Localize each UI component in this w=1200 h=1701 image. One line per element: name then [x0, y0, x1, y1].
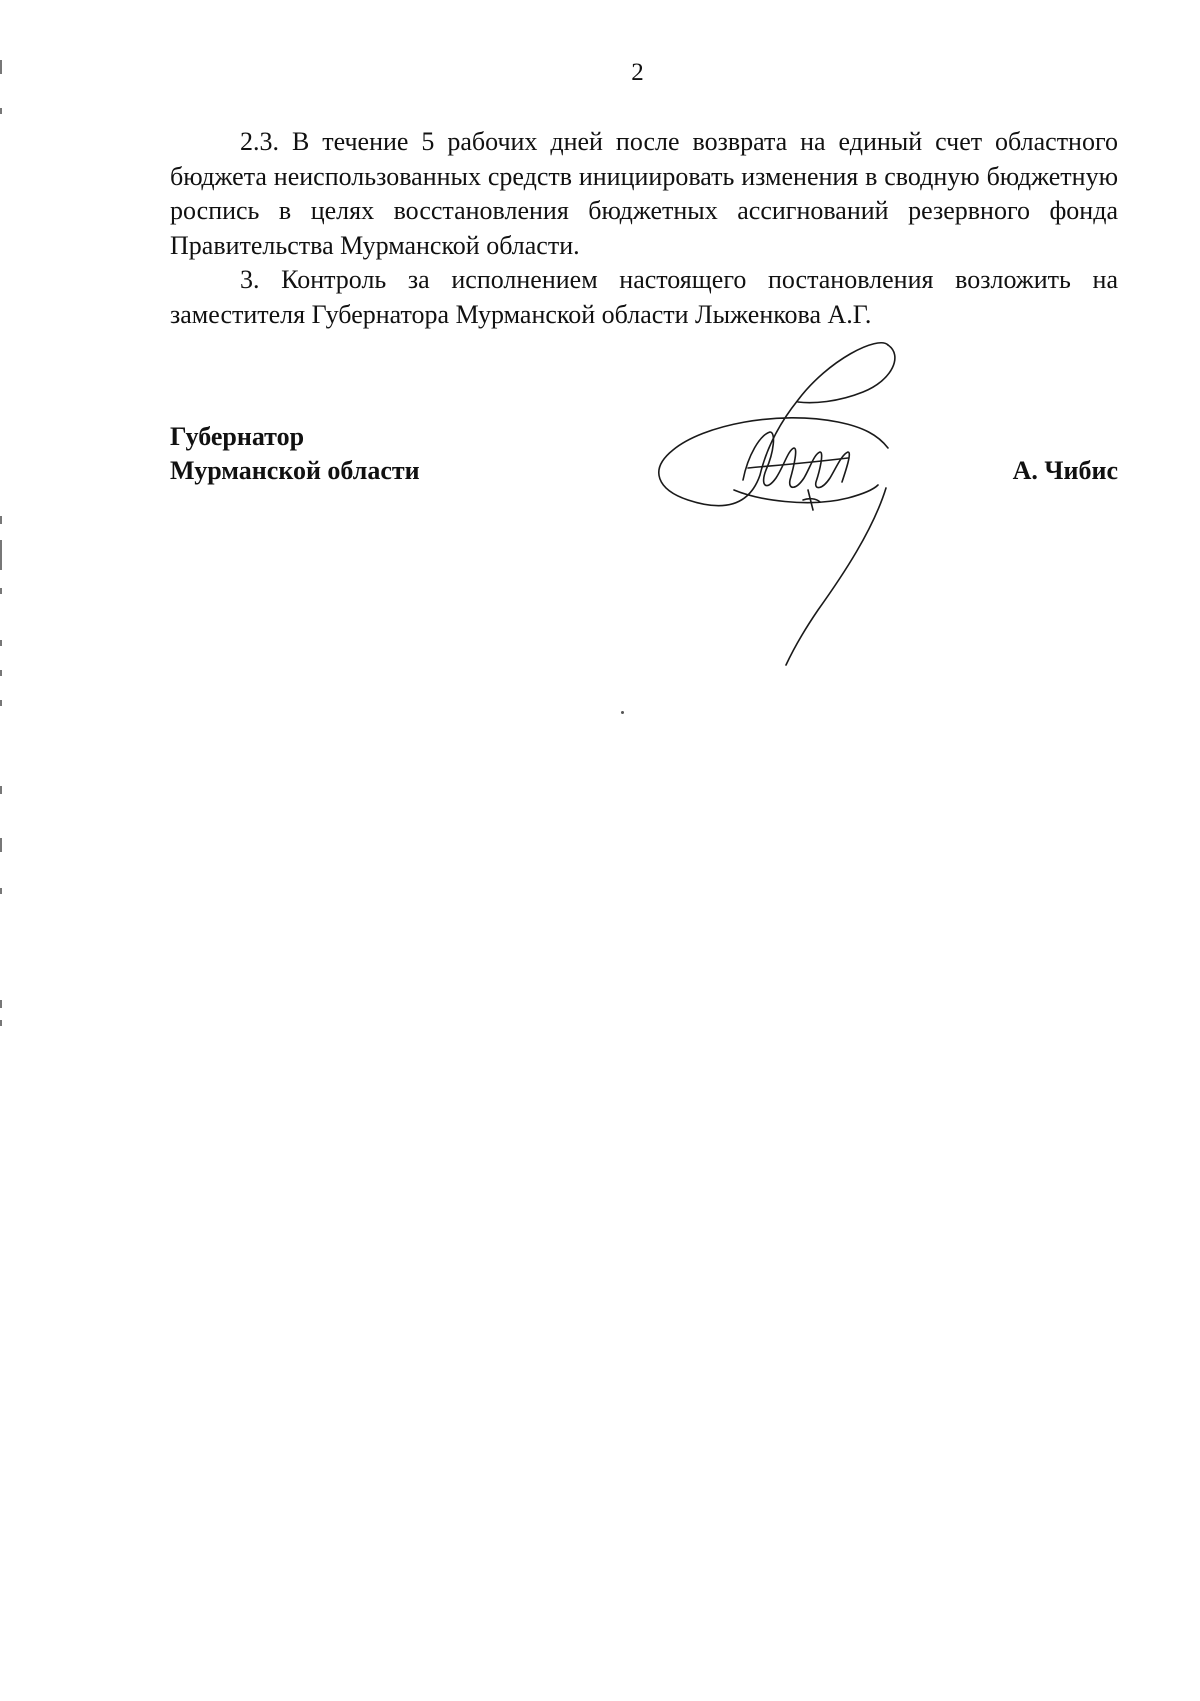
edge-mark — [0, 888, 2, 894]
signatory-title — [170, 420, 420, 488]
edge-mark — [0, 670, 2, 676]
scan-artifact-dot — [621, 711, 624, 714]
edge-mark — [0, 1000, 2, 1008]
paragraph-3: 3. Контроль за исполнением настоящего постановления возложить на заместителя Губернатора Мурманской области Лыженкова А.Г. — [170, 265, 1118, 329]
page-number: 2 — [631, 59, 644, 86]
edge-mark — [0, 108, 2, 114]
edge-mark — [0, 540, 2, 570]
paragraph-2-3: 2.3. В течение 5 рабочих дней после возврата на единый счет областного бюджета неиспользованных средств инициировать изменения в сводную бюджетную роспись в целях восстановления бюджетных ассигнований резервного фонда Правительства Мурманской области. — [170, 127, 1118, 260]
scan-edge-marks — [0, 0, 4, 1701]
edge-mark — [0, 1020, 2, 1026]
document-body — [170, 125, 1118, 332]
edge-mark — [0, 700, 2, 706]
edge-mark — [0, 786, 2, 794]
handwritten-signature — [648, 340, 918, 670]
edge-mark — [0, 516, 2, 524]
edge-mark — [0, 838, 2, 852]
edge-mark — [0, 640, 2, 646]
edge-mark — [0, 588, 2, 594]
signatory-name: А. Чибис — [1012, 456, 1118, 485]
signatory-title-line-1: Губернатор — [170, 422, 305, 451]
signatory-title-line-2: Мурманской области — [170, 456, 420, 485]
edge-mark — [0, 60, 2, 74]
